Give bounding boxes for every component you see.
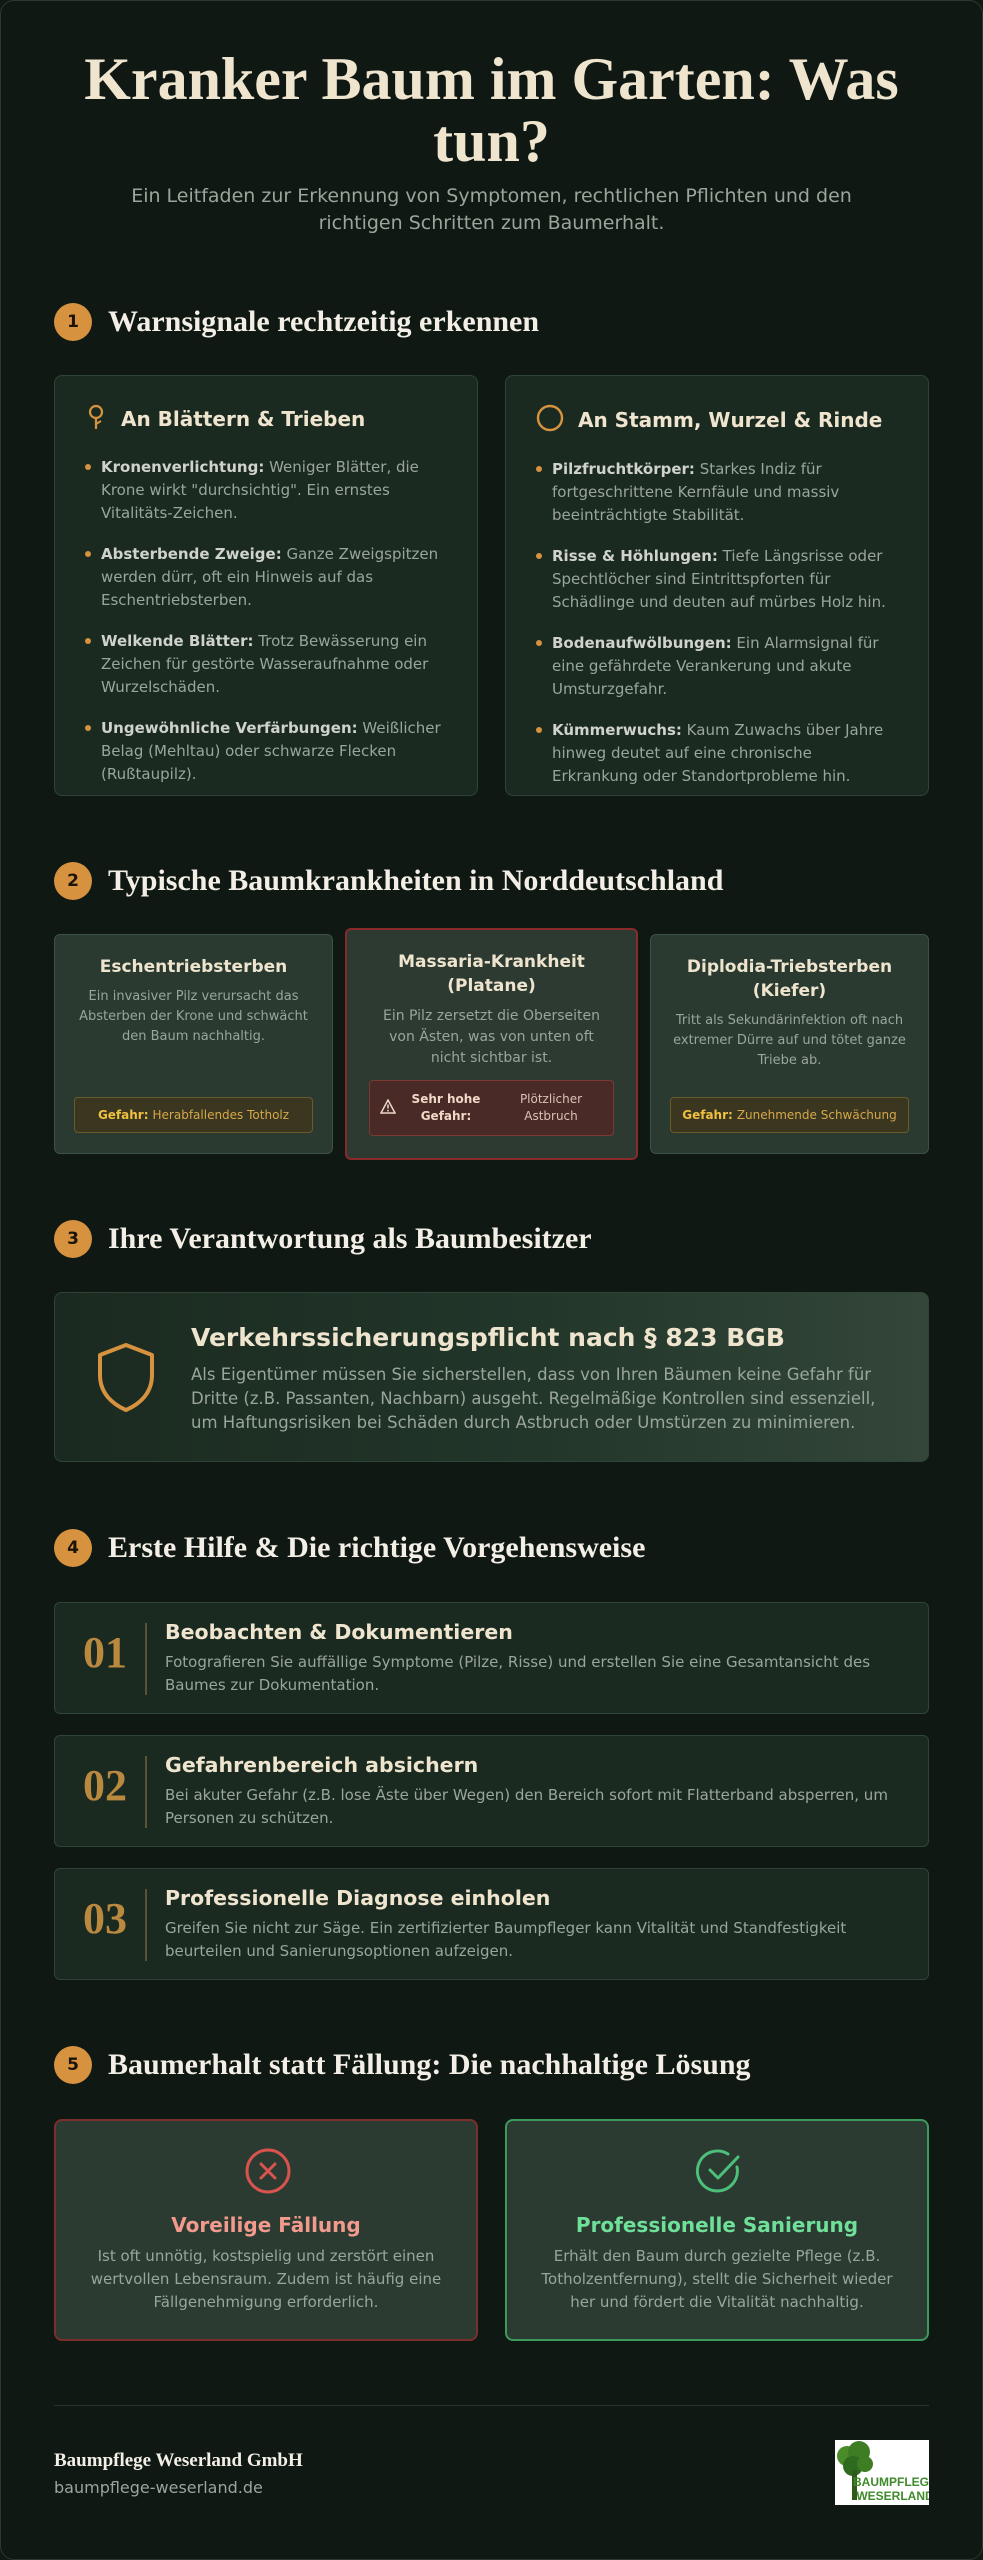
step-text: Greifen Sie nicht zur Säge. Ein zertifizierter Baumpfleger kann Vitalität und Standfestigkeit beurteilen und Sanierungsoptionen aufzeigen. — [165, 1919, 847, 1960]
trunk-ring-icon — [536, 404, 564, 436]
section-number: 2 — [54, 862, 92, 900]
warning-list — [85, 456, 451, 786]
list-item: Absterbende Zweige: Ganze Zweigspitzen werden dürr, oft ein Hinweis auf das Eschentriebsterben. — [85, 543, 451, 612]
danger-badge: Gefahr: Zunehmende Schwächung — [670, 1097, 909, 1133]
page-title: Kranker Baum im Garten: Was tun? — [84, 46, 899, 174]
disease-description: Ein Pilz zersetzt die Oberseiten von Ästen, was von unten oft nicht sichtbar ist. — [382, 1008, 601, 1066]
section-title: Warnsignale rechtzeitig erkennen — [108, 305, 540, 338]
section-heading-2 — [54, 861, 723, 901]
comparison-card-renovation — [505, 2119, 929, 2341]
step-number: 01 — [83, 1628, 127, 1677]
comparison-card-felling — [54, 2119, 478, 2341]
warning-card-leaves — [54, 375, 478, 796]
step-card — [54, 1735, 929, 1847]
list-item: Pilzfruchtkörper: Starkes Indiz für fortgeschrittene Kernfäule und massiv beeinträchtigte Stabilität. — [536, 458, 902, 527]
warning-card-trunk — [505, 375, 929, 796]
disease-name: Diplodia-Triebsterben (Kiefer) — [686, 957, 893, 1001]
list-item: Bodenaufwölbungen: Ein Alarmsignal für eine gefährdete Verankerung und akute Umsturzgefahr. — [536, 632, 902, 701]
section-heading-1 — [54, 302, 539, 342]
danger-badge: Gefahr: Herabfallendes Totholz — [74, 1097, 313, 1133]
leaf-sprout-icon — [85, 404, 107, 434]
shield-icon — [95, 1341, 157, 1417]
x-circle-icon — [244, 2147, 292, 2199]
comparison-title: Voreilige Fällung — [171, 2213, 361, 2237]
section-title: Erste Hilfe & Die richtige Vorgehensweise — [108, 1531, 646, 1564]
check-circle-icon — [695, 2147, 743, 2199]
step-number: 02 — [83, 1761, 127, 1810]
duty-text: Als Eigentümer müssen Sie sicherstellen, dass von Ihren Bäumen keine Gefahr für Dritte (z.B. Passanten, Nachbarn) ausgeht. Regelmäßige Kontrollen sind essenziell, um Haftungsrisiken bei Schäden durch Astbruch oder Umstürzen zu minimieren. — [191, 1365, 876, 1432]
disease-description: Tritt als Sekundärinfektion oft nach extremer Dürre auf und tötet ganze Triebe ab. — [673, 1013, 906, 1068]
disease-name: Massaria-Krankheit (Platane) — [398, 952, 585, 996]
step-card — [54, 1602, 929, 1714]
warning-card-title: An Stamm, Wurzel & Rinde — [578, 408, 883, 432]
section-title: Ihre Verantwortung als Baumbesitzer — [108, 1222, 592, 1255]
tree-logo-icon — [835, 2440, 929, 2505]
list-item: Kronenverlichtung: Weniger Blätter, die Krone wirkt "durchsichtig". Ein ernstes Vitalitäts-Zeichen. — [85, 456, 451, 525]
section-number: 1 — [54, 303, 92, 341]
danger-badge-high: Sehr hohe Gefahr: Plötzlicher Astbruch — [369, 1080, 614, 1136]
company-url[interactable]: baumpflege-weserland.de — [54, 2478, 263, 2497]
section-title: Baumerhalt statt Fällung: Die nachhaltige Lösung — [108, 2048, 751, 2081]
section-number: 3 — [54, 1220, 92, 1258]
step-title: Gefahrenbereich absichern — [165, 1753, 479, 1777]
step-text: Fotografieren Sie auffällige Symptome (Pilze, Risse) und erstellen Sie eine Gesamtansicht des Baumes zur Dokumentation. — [165, 1653, 871, 1694]
comparison-text: Erhält den Baum durch gezielte Pflege (z.B. Totholzentfernung), stellt die Sicherheit wieder her und fördert die Vitalität nachhaltig. — [541, 2247, 893, 2311]
step-text: Bei akuter Gefahr (z.B. lose Äste über Wegen) den Bereich sofort mit Flatterband absperren, um Personen zu schützen. — [165, 1786, 888, 1827]
svg-text:BAUMPFLEGE: BAUMPFLEGE — [853, 2475, 929, 2489]
step-number: 03 — [83, 1894, 127, 1943]
comparison-text: Ist oft unnötig, kostspielig und zerstört einen wertvollen Lebensraum. Zudem ist häufig eine Fällgenehmigung erforderlich. — [90, 2247, 442, 2311]
section-number: 5 — [54, 2046, 92, 2084]
page-subtitle: Ein Leitfaden zur Erkennung von Symptomen, rechtlichen Pflichten und den richtigen Schritten zum Baumerhalt. — [131, 185, 852, 234]
list-item: Welkende Blätter: Trotz Bewässerung ein Zeichen für gestörte Wasseraufnahme oder Wurzelschäden. — [85, 630, 451, 699]
disease-card-esche — [54, 934, 333, 1154]
disease-description: Ein invasiver Pilz verursacht das Absterben der Krone und schwächt den Baum nachhaltig. — [79, 989, 308, 1044]
list-item: Risse & Höhlungen: Tiefe Längsrisse oder Spechtlöcher sind Eintrittspforten für Schädlinge und deuten auf mürbes Holz hin. — [536, 545, 902, 614]
duty-card — [54, 1292, 929, 1462]
divider — [145, 1623, 147, 1695]
disease-card-diplodia — [650, 934, 929, 1154]
divider — [145, 1889, 147, 1961]
step-card — [54, 1868, 929, 1980]
company-logo — [835, 2440, 929, 2505]
svg-text:WESERLAND: WESERLAND — [856, 2489, 929, 2503]
warning-list — [536, 458, 902, 788]
warning-card-title: An Blättern & Trieben — [121, 407, 366, 431]
section-heading-4 — [54, 1528, 645, 1568]
divider — [145, 1756, 147, 1828]
list-item: Ungewöhnliche Verfärbungen: Weißlicher Belag (Mehltau) oder schwarze Flecken (Rußtaupilz). — [85, 717, 451, 786]
footer-divider — [54, 2405, 929, 2406]
comparison-title: Professionelle Sanierung — [575, 2213, 859, 2237]
company-name: Baumpflege Weserland GmbH — [54, 2450, 303, 2471]
section-title: Typische Baumkrankheiten in Norddeutschland — [108, 864, 724, 897]
disease-card-massaria — [345, 928, 638, 1160]
warning-triangle-icon — [380, 1099, 396, 1117]
duty-title: Verkehrssicherungspflicht nach § 823 BGB — [191, 1323, 785, 1352]
section-number: 4 — [54, 1529, 92, 1567]
step-title: Professionelle Diagnose einholen — [165, 1886, 551, 1910]
step-title: Beobachten & Dokumentieren — [165, 1620, 513, 1644]
list-item: Kümmerwuchs: Kaum Zuwachs über Jahre hinweg deutet auf eine chronische Erkrankung oder Standortprobleme hin. — [536, 719, 902, 788]
disease-name: Eschentriebsterben — [99, 957, 288, 977]
section-heading-3 — [54, 1219, 592, 1259]
section-heading-5 — [54, 2045, 751, 2085]
